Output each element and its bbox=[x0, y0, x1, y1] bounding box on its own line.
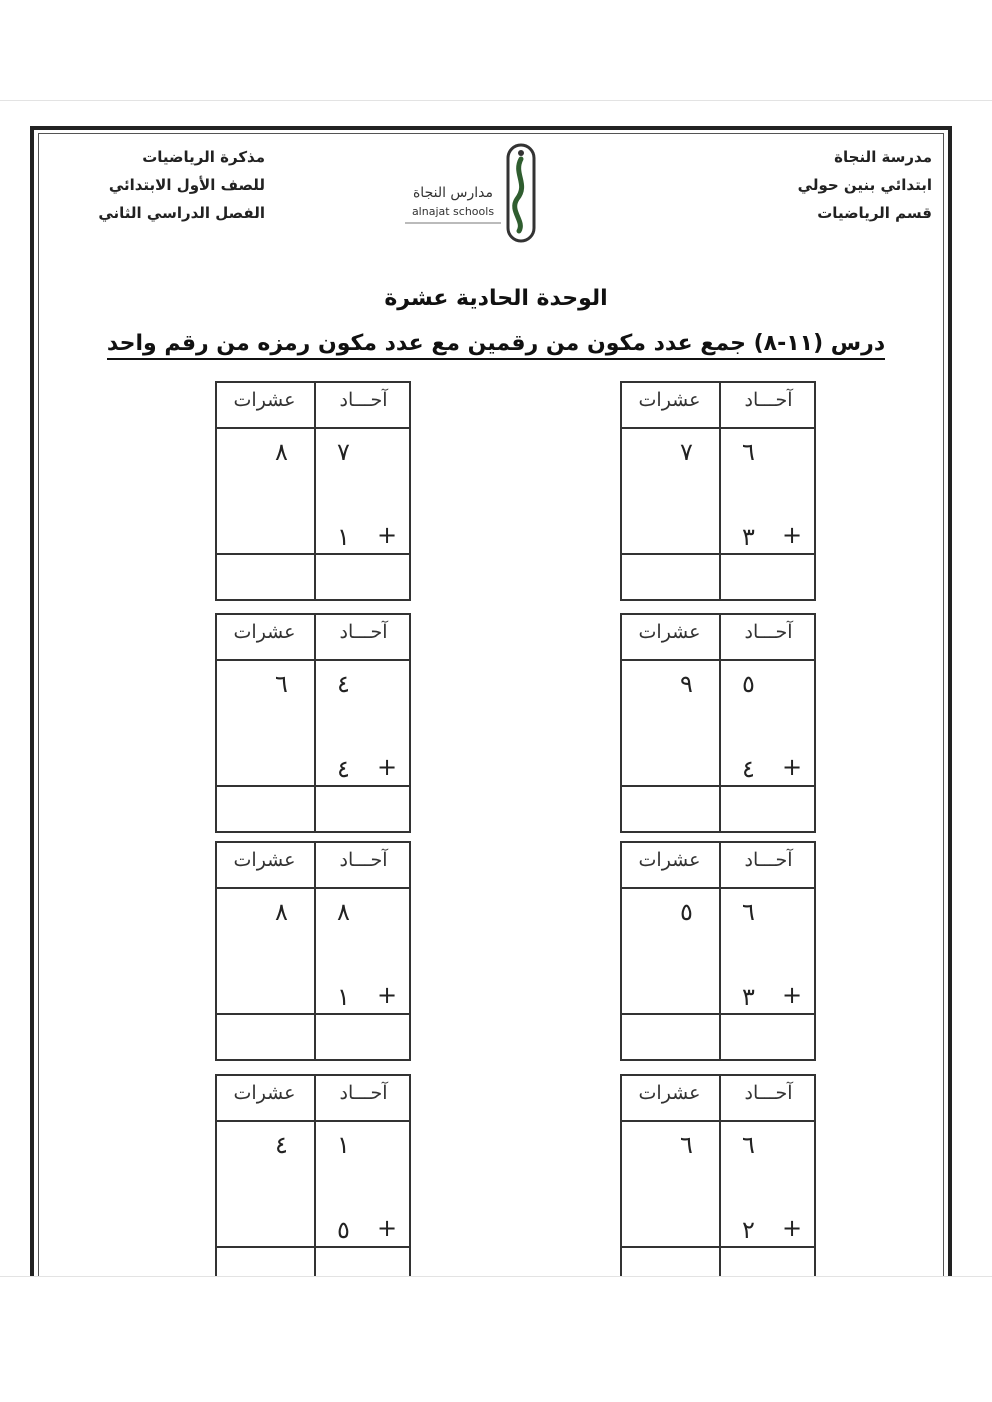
booklet-info bbox=[65, 143, 265, 227]
school-info bbox=[798, 143, 932, 227]
addend-digit: ٢ bbox=[742, 1216, 755, 1244]
plus-sign: + bbox=[377, 1214, 398, 1242]
tens-label: عشرات bbox=[233, 1082, 296, 1104]
plus-sign: + bbox=[782, 753, 803, 781]
plus-sign: + bbox=[377, 521, 398, 549]
logo-english-text: alnajat schools bbox=[411, 205, 495, 218]
ones-label: آحـــاد bbox=[339, 1082, 388, 1104]
ones-label: آحـــاد bbox=[339, 849, 388, 871]
exercise-card bbox=[215, 381, 411, 601]
tens-label: عشرات bbox=[638, 1082, 701, 1104]
tens-label: عشرات bbox=[638, 621, 701, 643]
tens-digit: ٦ bbox=[275, 670, 288, 698]
tens-label: عشرات bbox=[638, 849, 701, 871]
tens-digit: ٨ bbox=[275, 438, 288, 466]
ones-digit: ٨ bbox=[337, 898, 350, 926]
exercise-card bbox=[215, 1074, 411, 1277]
tens-digit: ٦ bbox=[680, 1131, 693, 1159]
tens-digit: ٤ bbox=[275, 1131, 288, 1159]
unit-title: الوحدة الحادية عشرة bbox=[384, 286, 608, 311]
ones-label: آحـــاد bbox=[744, 621, 793, 643]
tens-label: عشرات bbox=[638, 389, 701, 411]
tens-label: عشرات bbox=[233, 621, 296, 643]
tens-digit: ٥ bbox=[680, 898, 693, 926]
ones-digit: ١ bbox=[337, 1131, 350, 1159]
booklet-title: مذكرة الرياضيات bbox=[142, 148, 265, 166]
school-name: مدرسة النجاة bbox=[834, 148, 932, 166]
addend-digit: ١ bbox=[337, 983, 350, 1011]
addend-digit: ٥ bbox=[337, 1216, 350, 1244]
school-level: ابتدائي بنين حولي bbox=[797, 176, 932, 194]
ones-label: آحـــاد bbox=[744, 849, 793, 871]
plus-sign: + bbox=[782, 981, 803, 1009]
tens-label: عشرات bbox=[233, 389, 296, 411]
ones-digit: ٦ bbox=[742, 1131, 755, 1159]
ones-digit: ٤ bbox=[337, 670, 350, 698]
ones-digit: ٦ bbox=[742, 898, 755, 926]
tens-digit: ٧ bbox=[680, 438, 693, 466]
tens-label: عشرات bbox=[233, 849, 296, 871]
ones-label: آحـــاد bbox=[339, 389, 388, 411]
worksheet-page bbox=[0, 100, 992, 1277]
exercise-card bbox=[620, 841, 816, 1061]
exercise-card bbox=[215, 613, 411, 833]
plus-sign: + bbox=[377, 753, 398, 781]
addend-digit: ٣ bbox=[742, 983, 755, 1011]
ones-label: آحـــاد bbox=[339, 621, 388, 643]
ones-digit: ٦ bbox=[742, 438, 755, 466]
addend-digit: ١ bbox=[337, 523, 350, 551]
exercise-card bbox=[620, 381, 816, 601]
school-logo bbox=[395, 139, 555, 249]
plus-sign: + bbox=[782, 521, 803, 549]
ones-digit: ٥ bbox=[742, 670, 755, 698]
department: قسم الرياضيات bbox=[817, 204, 932, 222]
ones-label: آحـــاد bbox=[744, 389, 793, 411]
plus-sign: + bbox=[782, 1214, 803, 1242]
exercise-card bbox=[620, 613, 816, 833]
grade-level: للصف الأول الابتدائي bbox=[108, 176, 265, 194]
tens-digit: ٨ bbox=[275, 898, 288, 926]
addend-digit: ٤ bbox=[742, 755, 755, 783]
tens-digit: ٩ bbox=[680, 670, 693, 698]
logo-arabic-text: مدارس النجاة bbox=[412, 185, 494, 201]
addend-digit: ٤ bbox=[337, 755, 350, 783]
ones-digit: ٧ bbox=[337, 438, 350, 466]
addend-digit: ٣ bbox=[742, 523, 755, 551]
exercise-card bbox=[620, 1074, 816, 1277]
semester: الفصل الدراسي الثاني bbox=[98, 204, 265, 222]
school-logo-icon bbox=[395, 139, 555, 249]
ones-label: آحـــاد bbox=[744, 1082, 793, 1104]
plus-sign: + bbox=[377, 981, 398, 1009]
lesson-title-wrap bbox=[0, 331, 992, 356]
lesson-title: درس (١١-٨) جمع عدد مكون من رقمين مع عدد مكون رمزه من رقم واحد bbox=[107, 331, 885, 360]
exercise-card bbox=[215, 841, 411, 1061]
